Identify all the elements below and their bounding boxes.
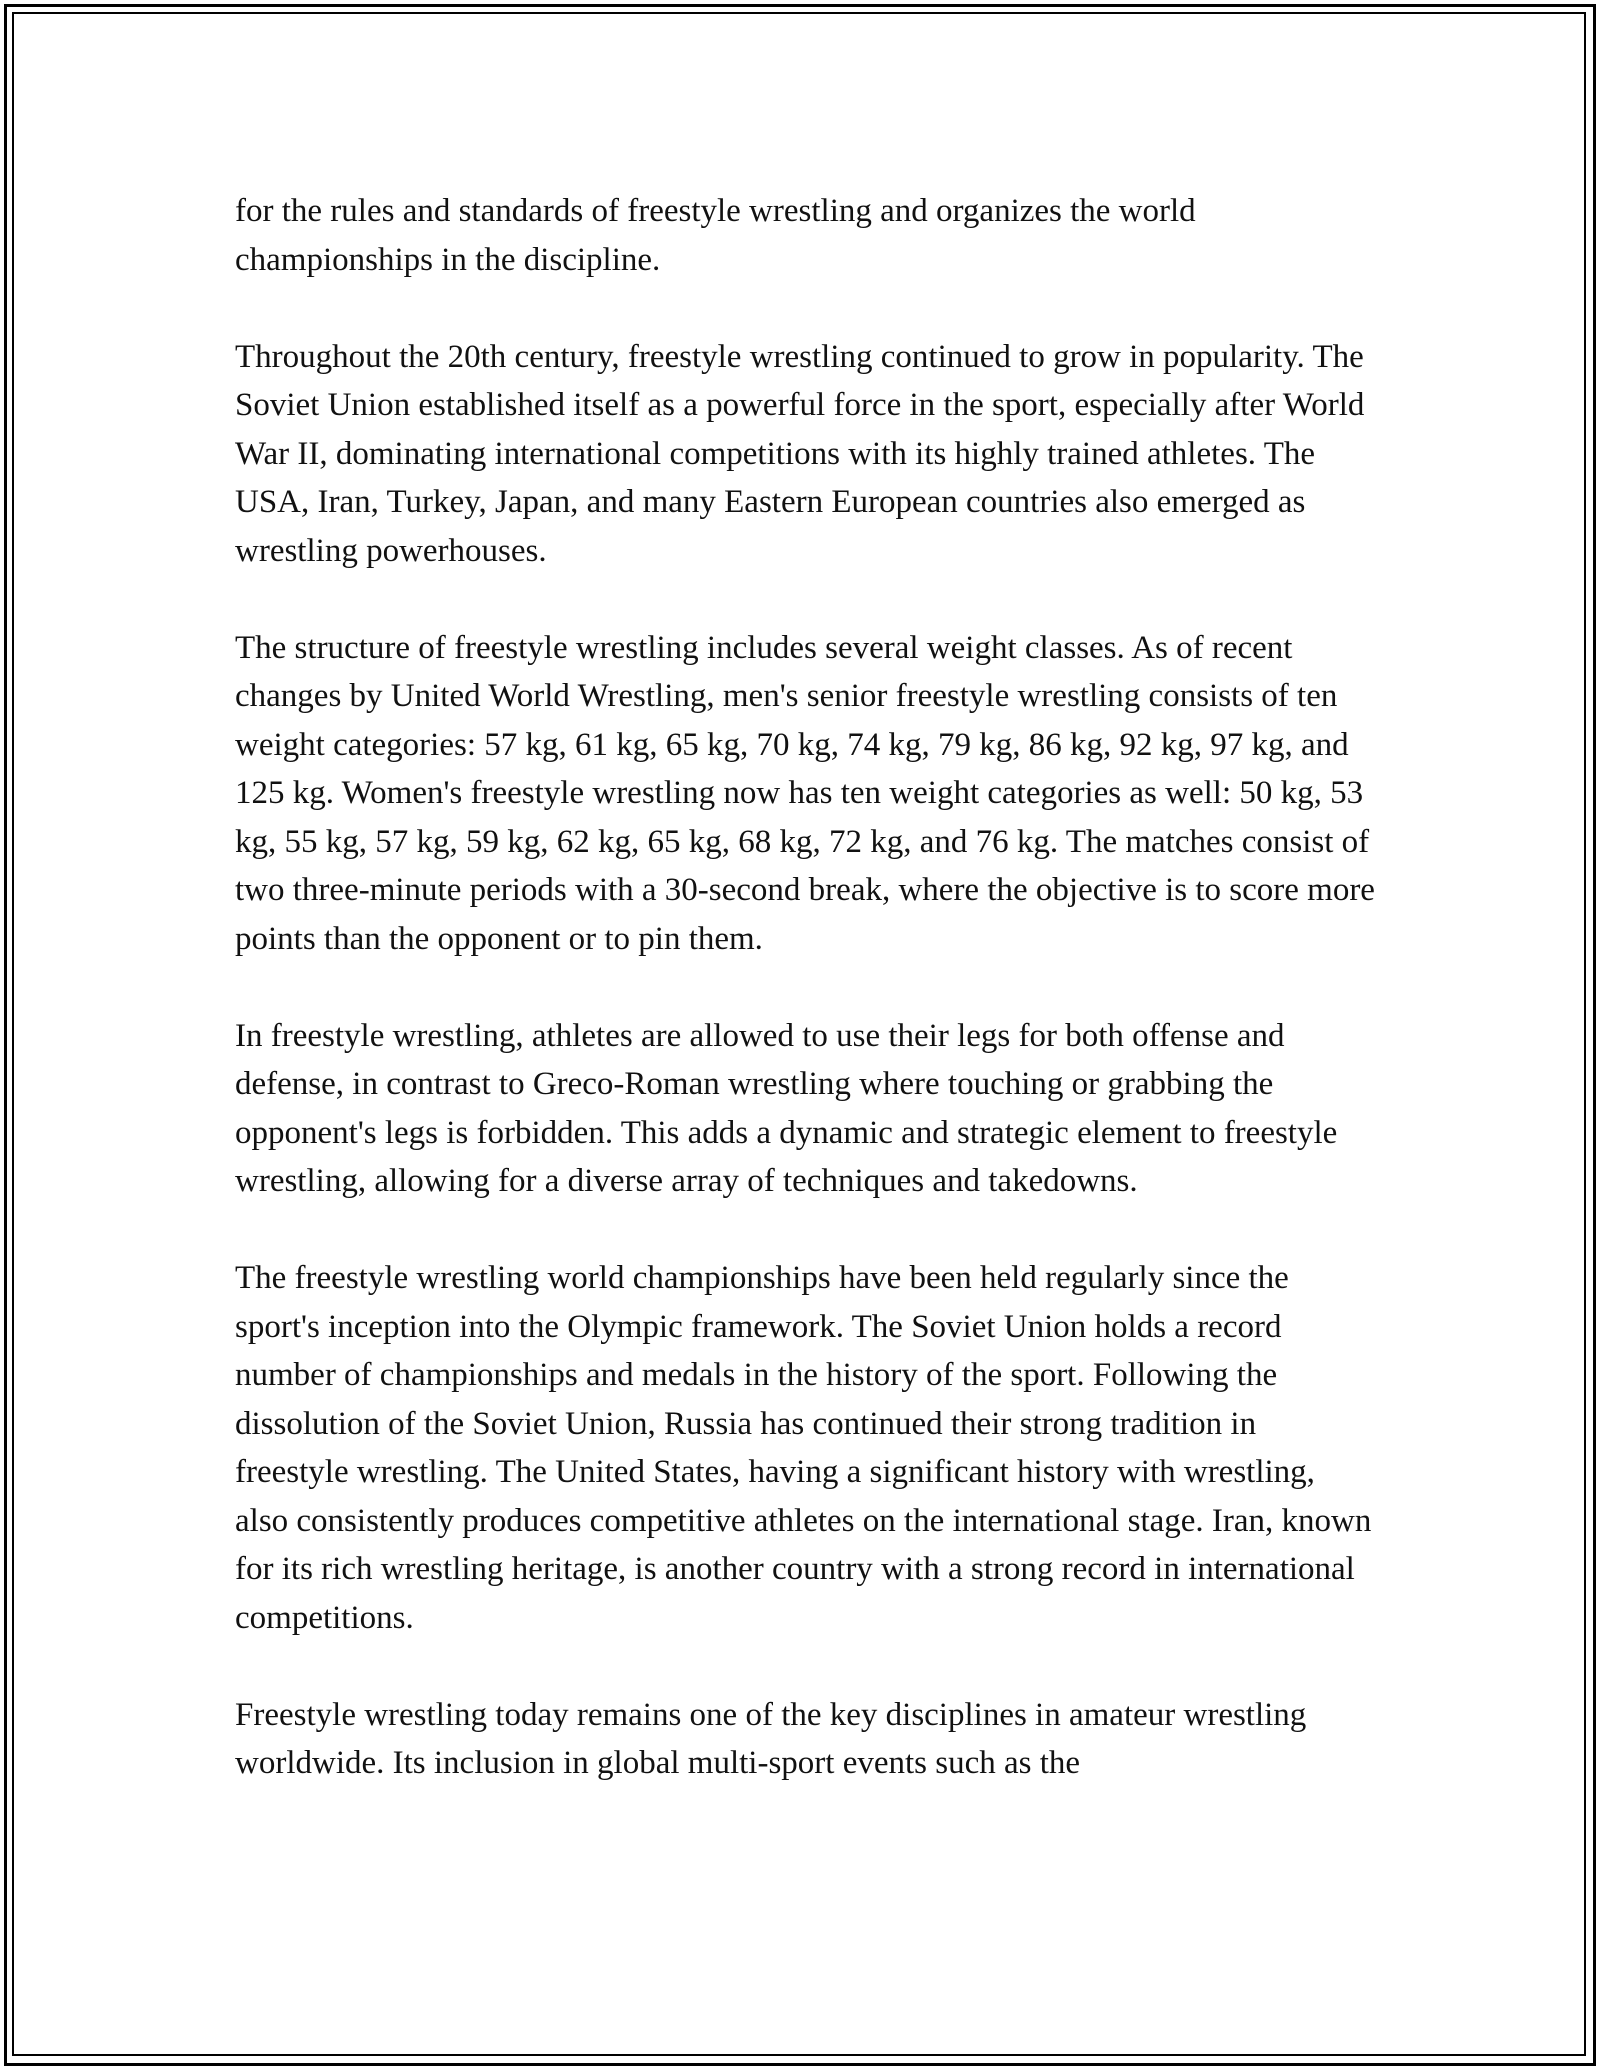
paragraph-6: Freestyle wrestling today remains one of the key disciplines in amateur wrestling worldwide. Its inclusion in global multi-sport events such as the <box>235 1696 1307 1781</box>
paragraph-5: The freestyle wrestling world championships have been held regularly since the sport's inception into the Olympic framework. The Soviet Union holds a record number of championships and medals in the history of the sport. Following the dissolution of the Soviet Union, Russia has continued their strong tradition in freestyle wrestling. The United States, having a significant history with wrestling, also consistently produces competitive athletes on the international stage. Iran, known for its rich wrestling heritage, is another country with a strong record in international competitions. <box>235 1260 1372 1636</box>
paragraph-4: In freestyle wrestling, athletes are allowed to use their legs for both offense and defense, in contrast to Greco-Roman wrestling where touching or grabbing the opponent's legs is forbidden. This adds a dynamic and strategic element to freestyle wrestling, allowing for a diverse array of techniques and takedowns. <box>235 1017 1338 1199</box>
document-body <box>235 187 1375 1836</box>
paragraph-3: The structure of freestyle wrestling includes several weight classes. As of recent changes by United World Wrestling, men's senior freestyle wrestling consists of ten weight categories: 57 kg, 61 kg, 65 kg, 70 kg, 74 kg, 79 kg, 86 kg, 92 kg, 97 kg, and 125 kg. Women's freestyle wrestling now has ten weight categories as well: 50 kg, 53 kg, 55 kg, 57 kg, 59 kg, 62 kg, 65 kg, 68 kg, 72 kg, and 76 kg. The matches consist of two three-minute periods with a 30-second break, where the objective is to score more points than the opponent or to pin them. <box>235 629 1375 957</box>
paragraph-2: Throughout the 20th century, freestyle wrestling continued to grow in popularity. The Soviet Union established itself as a powerful force in the sport, especially after World War II, dominating international competitions with its highly trained athletes. The USA, Iran, Turkey, Japan, and many Eastern European countries also emerged as wrestling powerhouses. <box>235 338 1365 569</box>
paragraph-1: for the rules and standards of freestyle wrestling and organizes the world championships in the discipline. <box>235 193 1196 278</box>
